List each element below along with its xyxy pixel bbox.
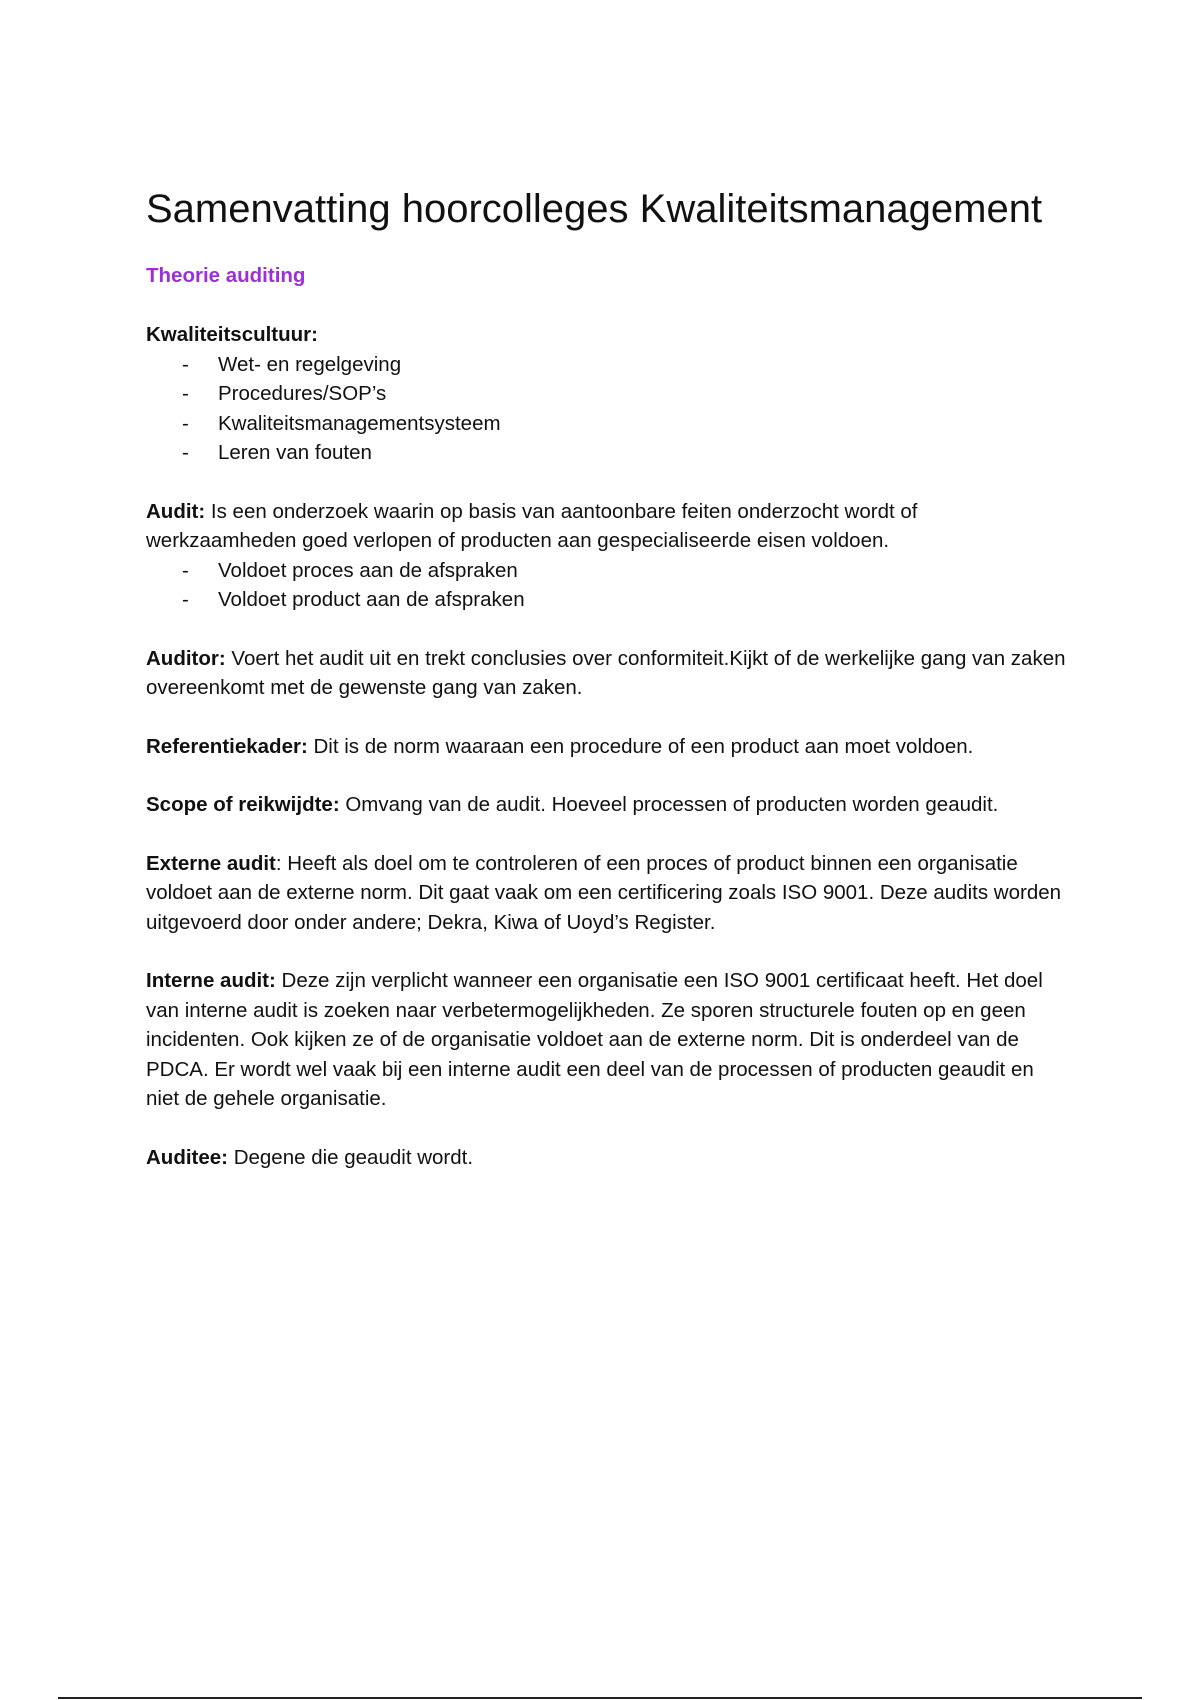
list-item [146,350,1066,380]
list-dash: - [182,558,189,582]
list-item [146,585,1066,615]
list-item [146,556,1066,586]
audit-term: Audit: [146,499,206,523]
list-item-text: Voldoet product aan de afspraken [218,588,525,611]
auditor-term: Auditor: [146,646,226,670]
auditee-block [146,1143,1066,1173]
list-item-text: Voldoet proces aan de afspraken [218,558,518,582]
list-item [146,379,1066,409]
referentiekader-block [146,732,1066,762]
audit-list [146,556,1066,615]
audit-definition [146,497,1066,556]
list-item-text: Kwaliteitsmanagementsysteem [218,411,501,435]
scope-block [146,790,1066,820]
list-dash: - [182,352,189,376]
kwaliteitscultuur-block [146,320,1066,468]
document-content [146,183,1066,1172]
externe-audit-term: Externe audit [146,851,276,875]
footer-divider [58,1697,1142,1699]
interne-audit-term: Interne audit: [146,969,276,992]
externe-audit-block [146,849,1066,938]
auditee-term: Auditee: [146,1145,228,1169]
list-dash: - [182,588,189,611]
list-dash: - [182,382,189,405]
list-item-text: Leren van fouten [218,441,372,464]
section-heading: Theorie auditing [146,264,306,287]
interne-audit-block [146,966,1066,1114]
auditee-text: Degene die geaudit wordt. [228,1145,474,1169]
referentiekader-term: Referentiekader: [146,734,308,758]
list-dash: - [182,411,189,435]
list-item-text: Wet- en regelgeving [218,352,402,376]
audit-block [146,497,1066,615]
referentiekader-text: Dit is de norm waaraan een procedure of een product aan moet voldoen. [307,734,974,758]
list-item [146,409,1066,439]
auditor-block [146,644,1066,703]
interne-audit-text: Deze zijn verplicht wanneer een organisatie een ISO 9001 certificaat heeft. Het doel van interne audit is zoeken naar verbetermogelijkheden. Ze sporen structurele fouten op en geen incidenten. Ook kijken ze of de organisatie voldoet aan de externe norm. Dit is onderdeel van de PDCA. Er wordt wel vaak bij een interne audit een deel van de processen of producten geaudit en niet de gehele organisatie. [146,969,1043,1110]
scope-text: Omvang van de audit. Hoeveel processen of producten worden geaudit. [339,793,999,816]
kwaliteitscultuur-term: Kwaliteitscultuur: [146,323,318,346]
list-dash: - [182,441,189,464]
kwaliteitscultuur-list [146,350,1066,468]
page-title: Samenvatting hoorcolleges Kwaliteitsmanagement [146,187,1043,231]
externe-audit-text: : Heeft als doel om te controleren of een proces of product binnen een organisatie voldoet aan de externe norm. Dit gaat vaak om een certificering zoals ISO 9001. Deze audits worden uitgevoerd door onder andere; Dekra, Kiwa of Uoyd’s Register. [146,851,1062,934]
auditor-text: Voert het audit uit en trekt conclusies over conformiteit.Kijkt of de werkelijke gang van zaken overeenkomt met de gewenste gang van zaken. [146,646,1066,699]
scope-term: Scope of reikwijdte: [146,793,340,816]
audit-text: Is een onderzoek waarin op basis van aantoonbare feiten onderzocht wordt of werkzaamheden goed verlopen of producten aan gespecialiseerde eisen voldoen. [146,499,918,552]
list-item [146,438,1066,468]
list-item-text: Procedures/SOP’s [218,382,387,405]
